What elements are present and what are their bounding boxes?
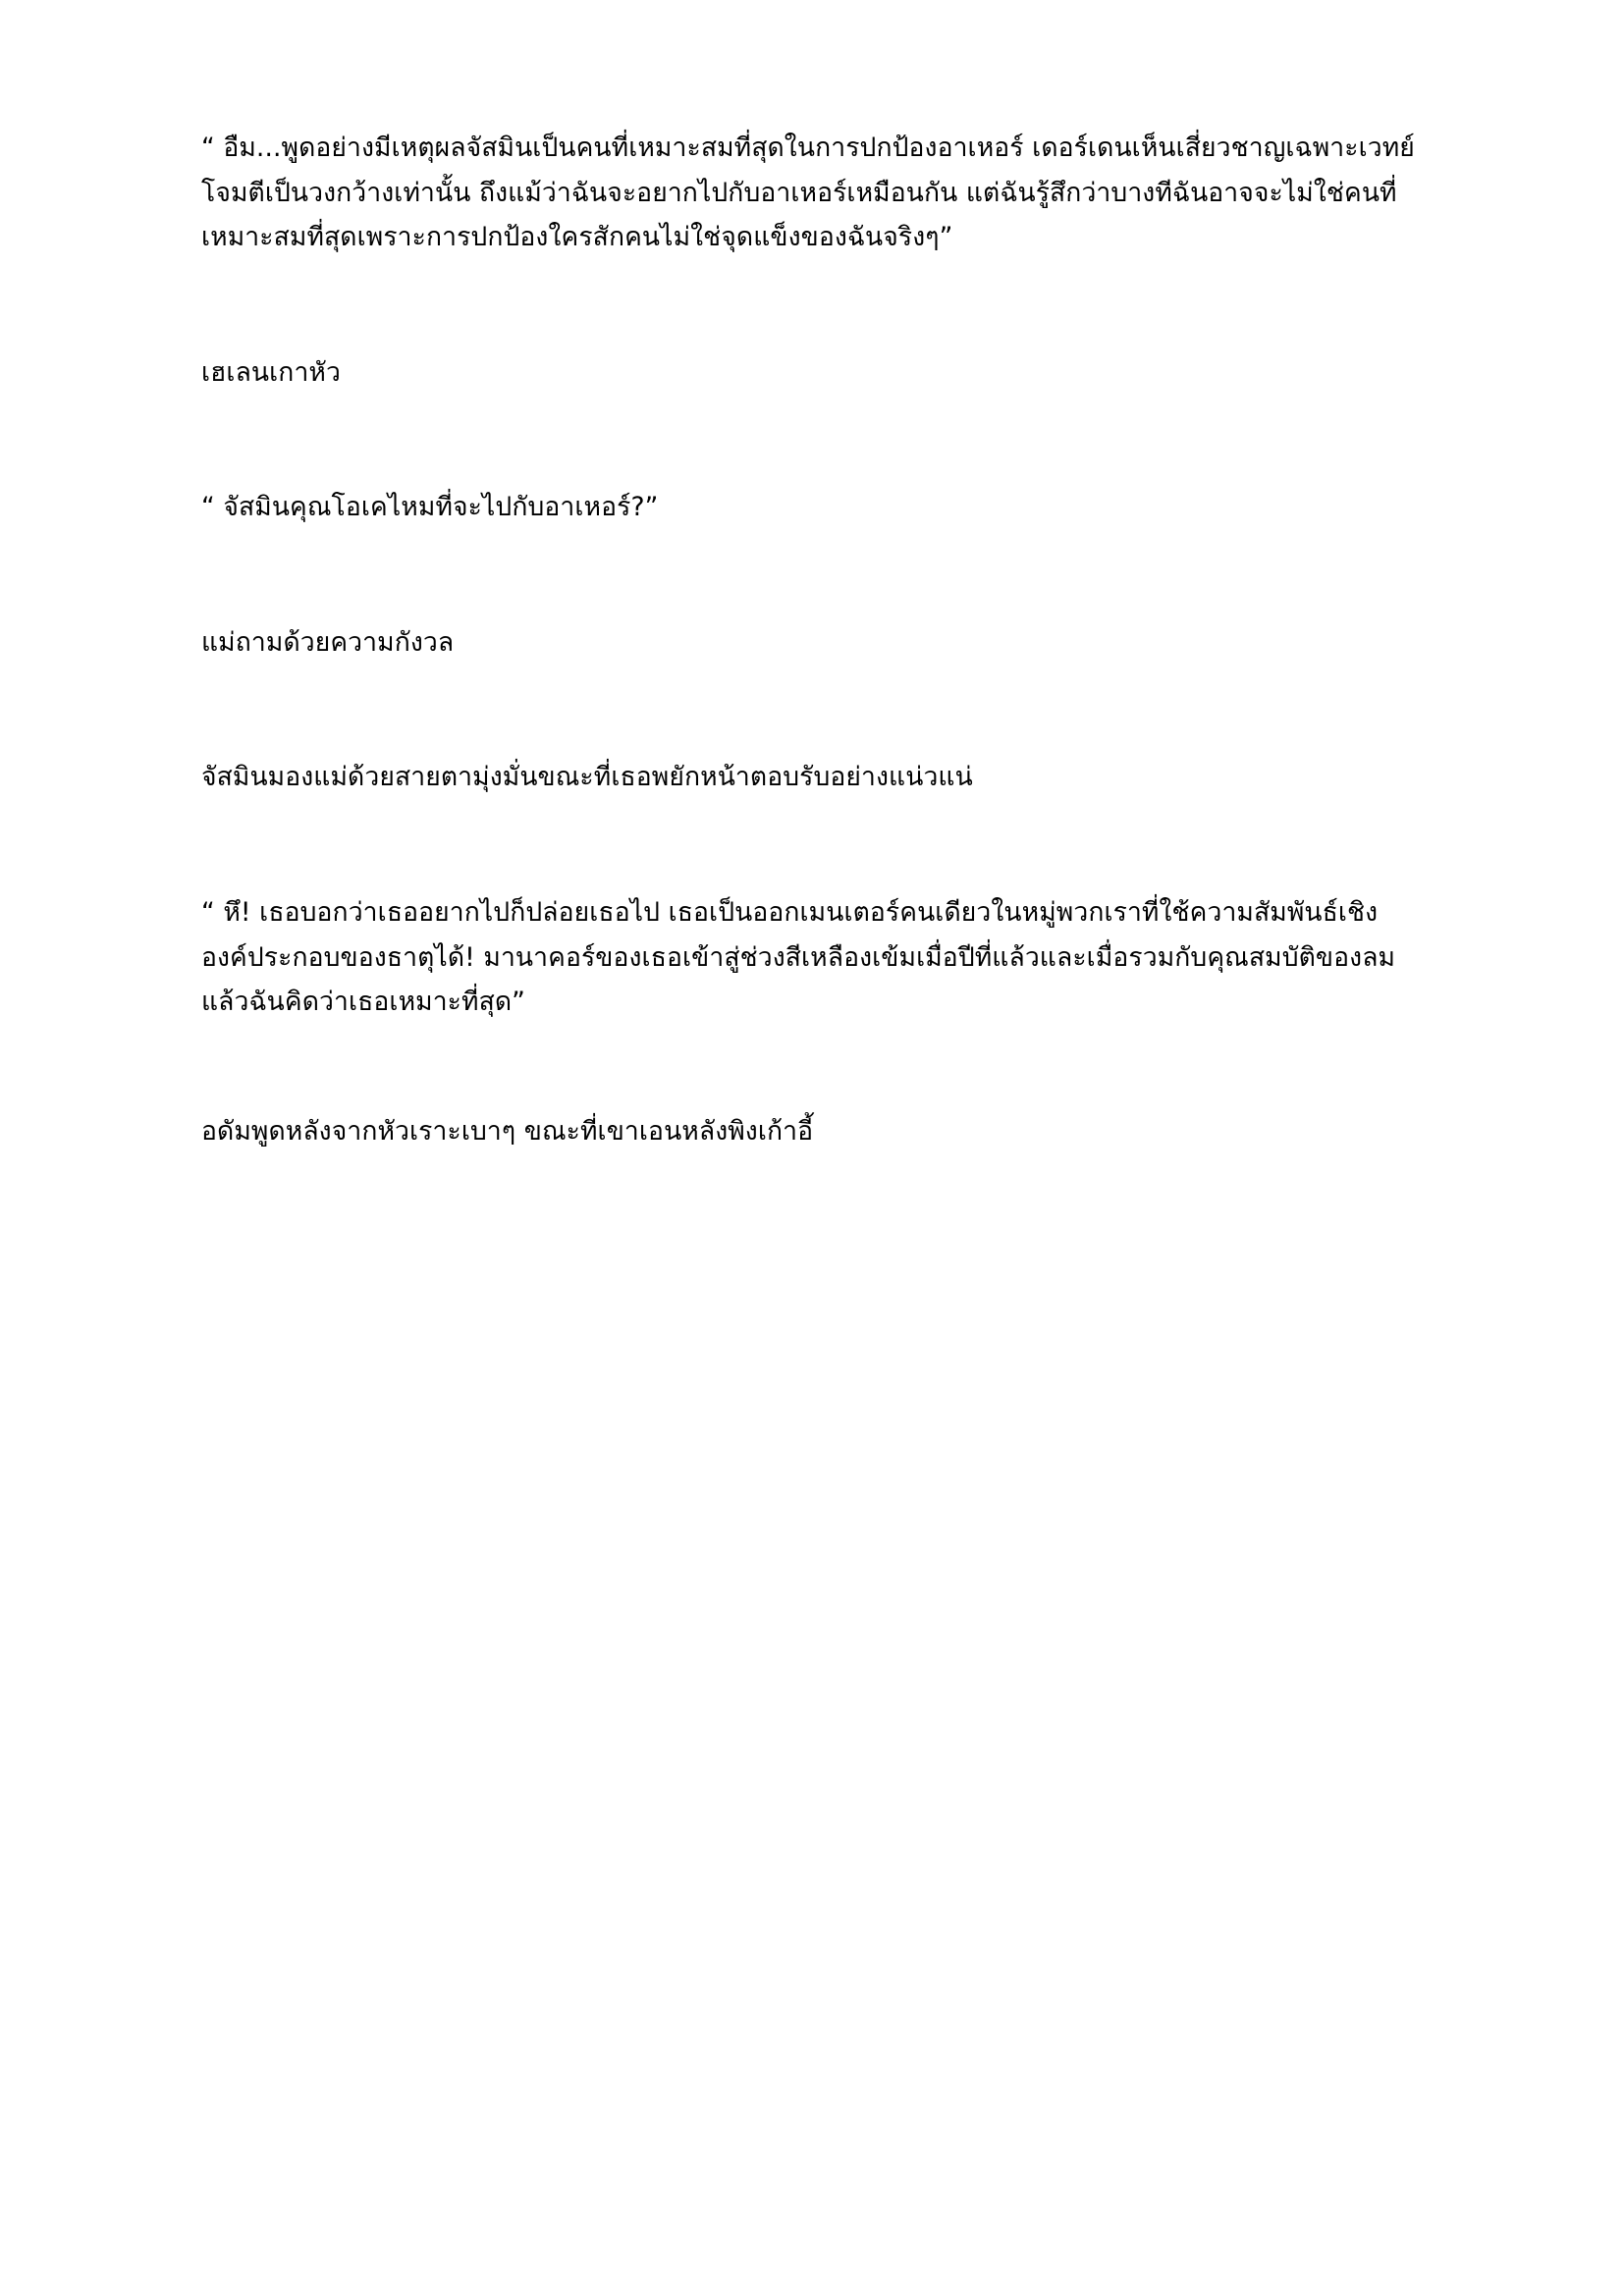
- paragraph-spacer: [201, 530, 1418, 620]
- paragraph-2: เฮเลนเกาหัว: [201, 356, 341, 388]
- paragraph-6: “ หึ! เธอบอกว่าเธออยากไปก็ปล่อยเธอไป เธอเป็นออกเมนเตอร์คนเดียวในหมู่พวกเราที่ใช้ความสัมพันธ์เชิงองค์ประกอบของธาตุได้! มานาคอร์ของเธอเข้าสู่ช่วงสีเหลืองเข้มเมื่อปีที่แล้วและเมื่อรวมกับคุณสมบัติของลมแล้วฉันคิดว่าเธอเหมาะที่สุด”: [201, 897, 1396, 1018]
- paragraph-spacer: [201, 395, 1418, 485]
- paragraph-spacer: [201, 800, 1418, 890]
- paragraph-spacer: [201, 1025, 1418, 1109]
- document-body: [201, 126, 1418, 1153]
- paragraph-spacer: [201, 665, 1418, 755]
- paragraph-4: แม่ถามด้วยความกังวล: [201, 626, 455, 658]
- paragraph-3: “ จัสมินคุณโอเคไหมที่จะไปกับอาเหอร์?”: [201, 492, 659, 523]
- paragraph-7: อดัมพูดหลังจากหัวเราะเบาๆ ขณะที่เขาเอนหลังพิงเก้าอี้: [201, 1115, 814, 1147]
- paragraph-spacer: [201, 260, 1418, 350]
- paragraph-1: “ อืม...พูดอย่างมีเหตุผลจัสมินเป็นคนที่เหมาะสมที่สุดในการปกป้องอาเหอร์ เดอร์เดนเห็นเสี่ยวชาญเฉพาะเวทย์โจมตีเป็นวงกว้างเท่านั้น ถึงแม้ว่าฉันจะอยากไปกับอาเหอร์เหมือนกัน แต่ฉันรู้สึกว่าบางทีฉันอาจจะไม่ใช่คนที่เหมาะสมที่สุดเพราะการปกป้องใครสักคนไม่ใช่จุดแข็งของฉันจริงๆ”: [201, 133, 1415, 253]
- paragraph-5: จัสมินมองแม่ด้วยสายตามุ่งมั่นขณะที่เธอพยักหน้าตอบรับอย่างแน่วแน่: [201, 762, 973, 793]
